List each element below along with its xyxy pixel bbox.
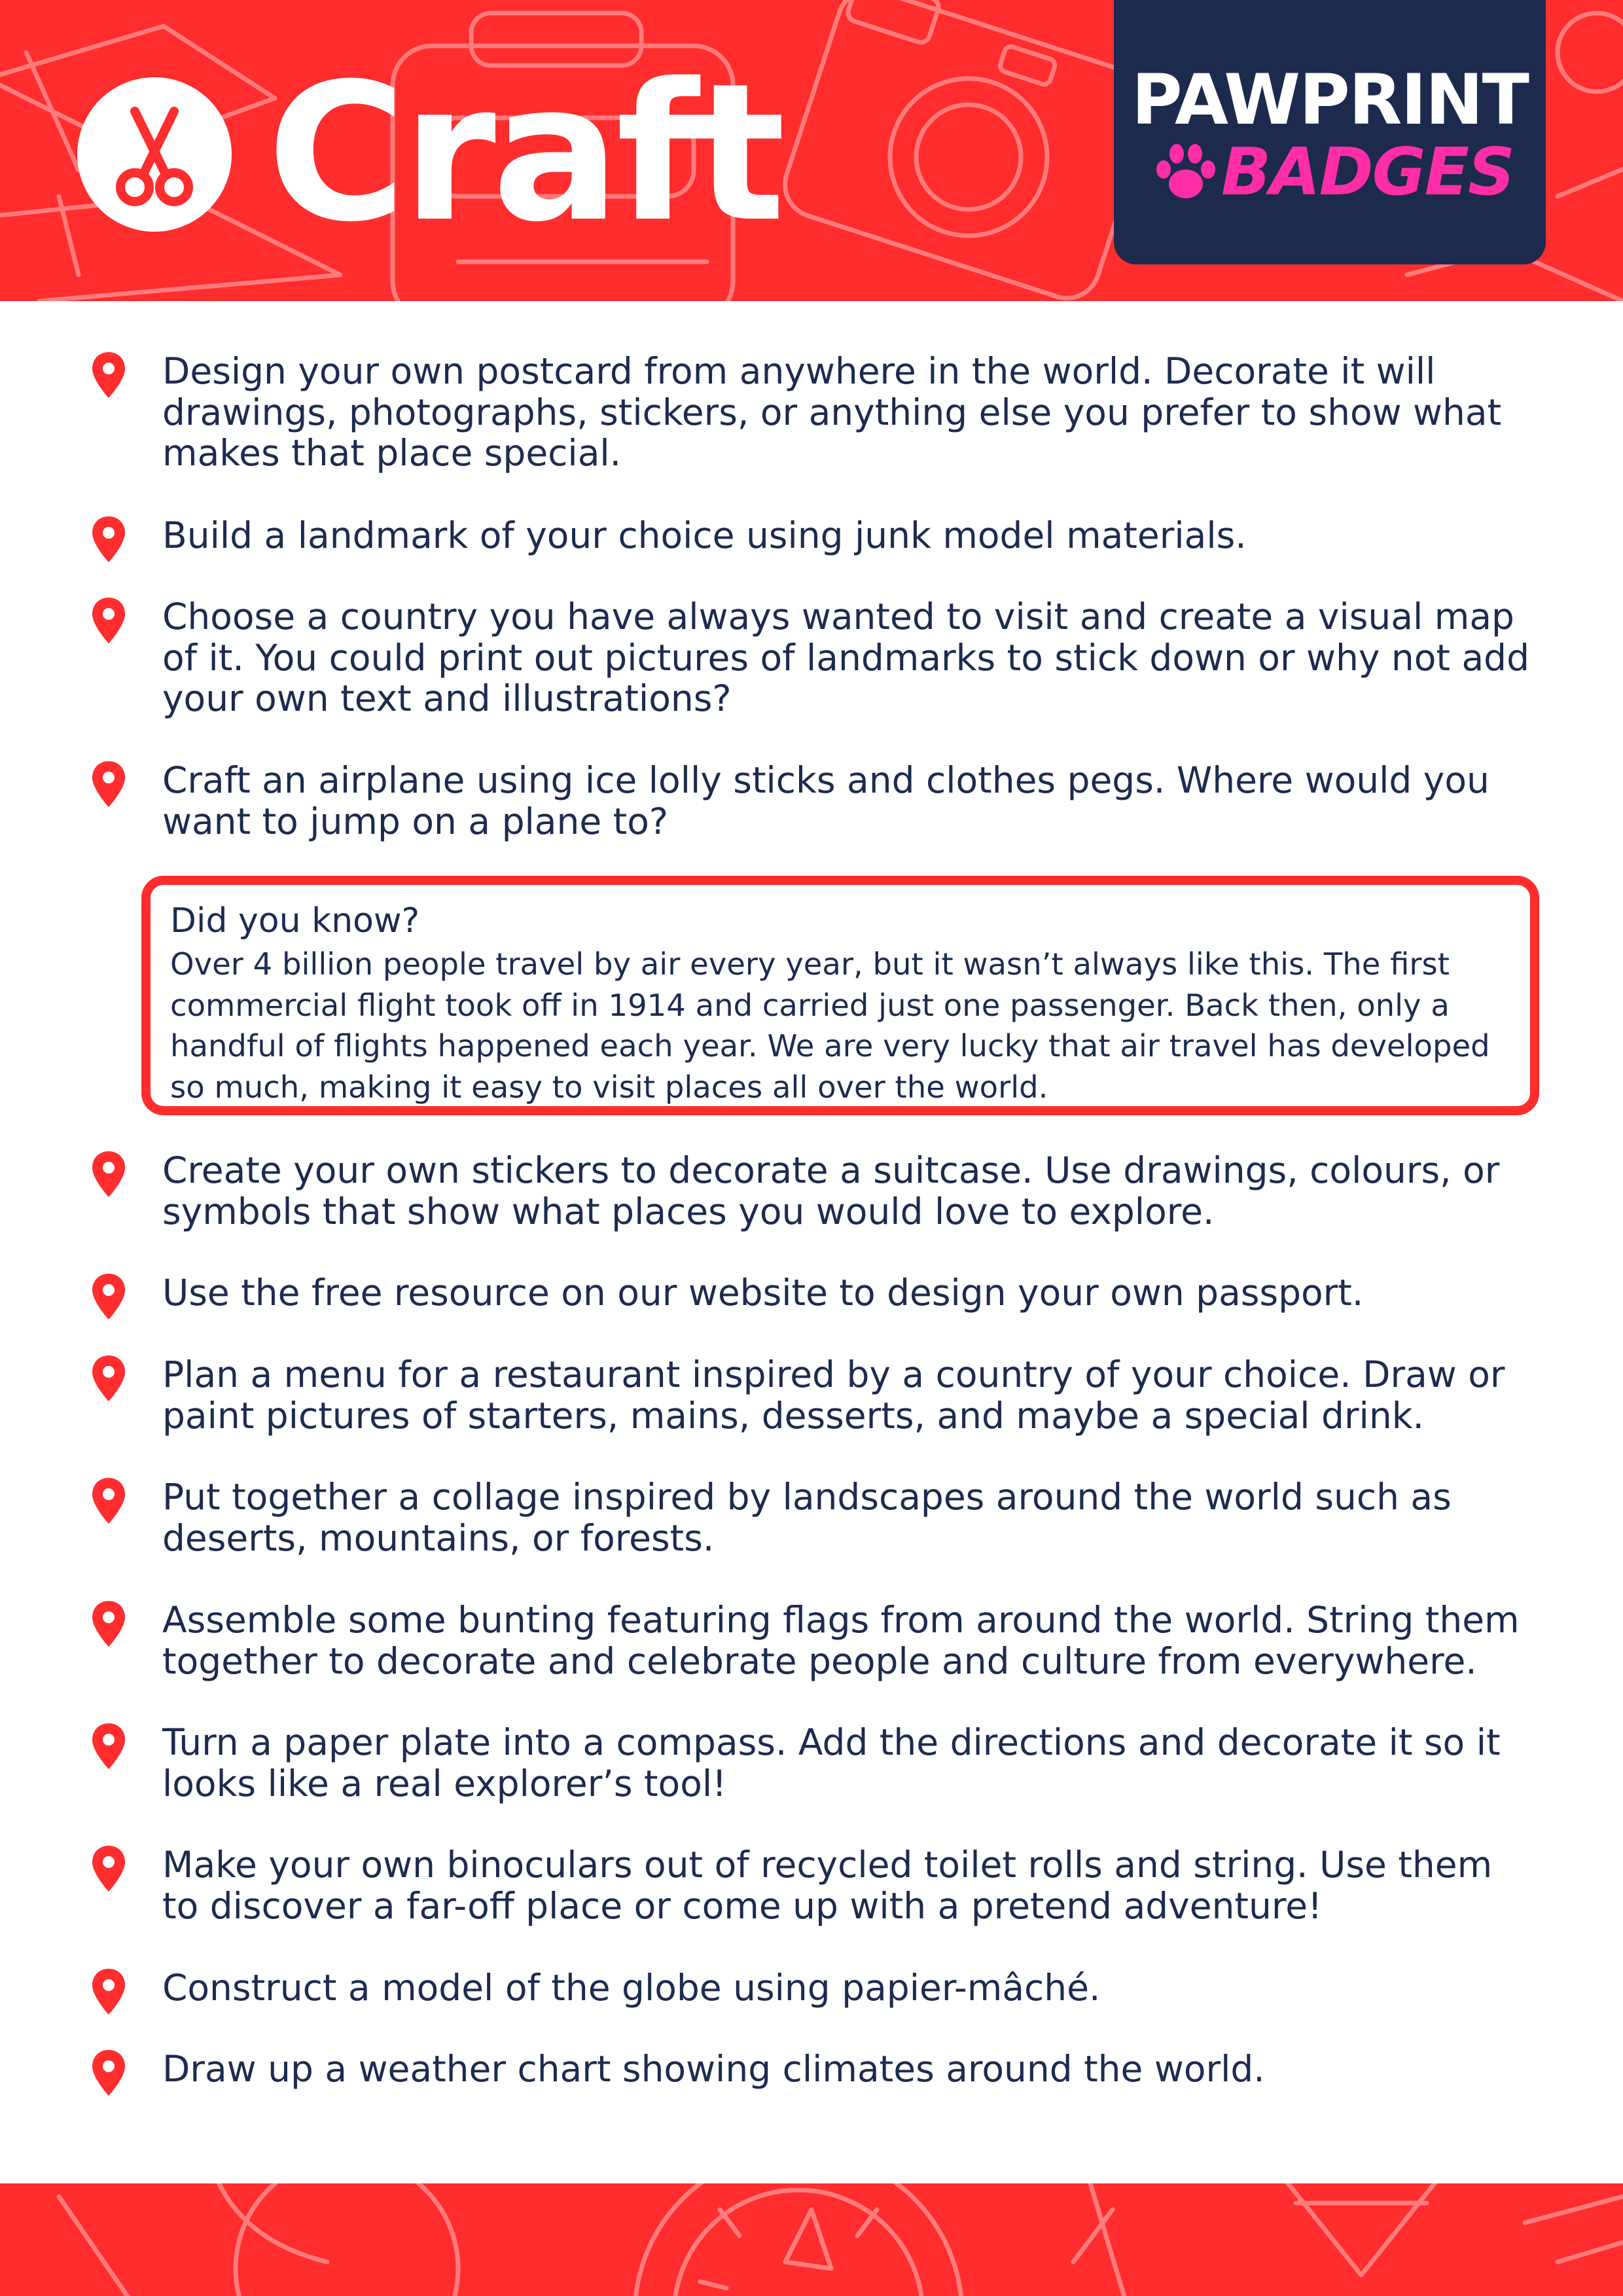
callout-title: Did you know? — [170, 901, 420, 941]
location-pin-icon — [90, 351, 127, 401]
activity-text: Create your own stickers to decorate a suitcase. Use drawings, colours, or symbols that show what places you would love to explore. — [162, 1149, 1500, 1232]
location-pin-icon — [90, 515, 127, 565]
activity-text: Construct a model of the globe using papier-mâché. — [162, 1967, 1101, 2009]
brand-name-top: PAWPRINT — [1132, 60, 1528, 140]
location-pin-icon — [90, 1844, 127, 1894]
location-pin-icon — [90, 2049, 127, 2098]
page-title: Craft — [267, 43, 782, 264]
did-you-know-box — [141, 876, 1539, 1115]
location-pin-icon — [90, 1477, 127, 1526]
activity-text: Craft an airplane using ice lolly sticks and clothes pegs. Where would you want to jump on a plane to? — [162, 759, 1489, 842]
activity-text: Choose a country you have always wanted to visit and create a visual map of it. You could print out pictures of landmarks to stick down or why not add your own text and illustrations? — [162, 596, 1530, 719]
location-pin-icon — [90, 1722, 127, 1772]
activity-text: Turn a paper plate into a compass. Add the directions and decorate it so it looks like a real explorer’s tool! — [162, 1721, 1501, 1804]
location-pin-icon — [90, 596, 127, 646]
activity-text: Use the free resource on our website to design your own passport. — [162, 1272, 1364, 1314]
location-pin-icon — [90, 1150, 127, 1200]
activity-text: Plan a menu for a restaurant inspired by a country of your choice. Draw or paint pictures of starters, mains, desserts, and maybe a special drink. — [162, 1354, 1505, 1437]
activity-text: Make your own binoculars out of recycled toilet rolls and string. Use them to discover a far-off place or come up with a pretend adventure! — [162, 1844, 1493, 1927]
location-pin-icon — [90, 1600, 127, 1649]
activity-text: Draw up a weather chart showing climates around the world. — [162, 2048, 1265, 2090]
location-pin-icon — [90, 1967, 127, 2017]
activity-text: Put together a collage inspired by landscapes around the world such as deserts, mountains, or forests. — [162, 1476, 1452, 1559]
location-pin-icon — [90, 1354, 127, 1404]
travel-doodles-decoration — [0, 2183, 1623, 2296]
activity-text: Design your own postcard from anywhere in the world. Decorate it will drawings, photographs, stickers, or anything else you prefer to show what makes that place special. — [162, 350, 1502, 474]
location-pin-icon — [90, 760, 127, 810]
callout-body: Over 4 billion people travel by air every year, but it wasn’t always like this. The first commercial flight took off in 1914 and carried just one passenger. Back then, only a handful of flights happened each year. We are very lucky that air travel has developed so much, making it easy to visit places all over the world. — [170, 946, 1490, 1105]
footer-banner — [0, 2183, 1623, 2296]
brand-name-bottom: BADGES — [1221, 134, 1514, 210]
activity-text: Build a landmark of your choice using junk model materials. — [162, 514, 1247, 556]
location-pin-icon — [90, 1272, 127, 1322]
activity-text: Assemble some bunting featuring flags from around the world. String them together to decorate and celebrate people and culture from everywhere. — [162, 1599, 1520, 1682]
